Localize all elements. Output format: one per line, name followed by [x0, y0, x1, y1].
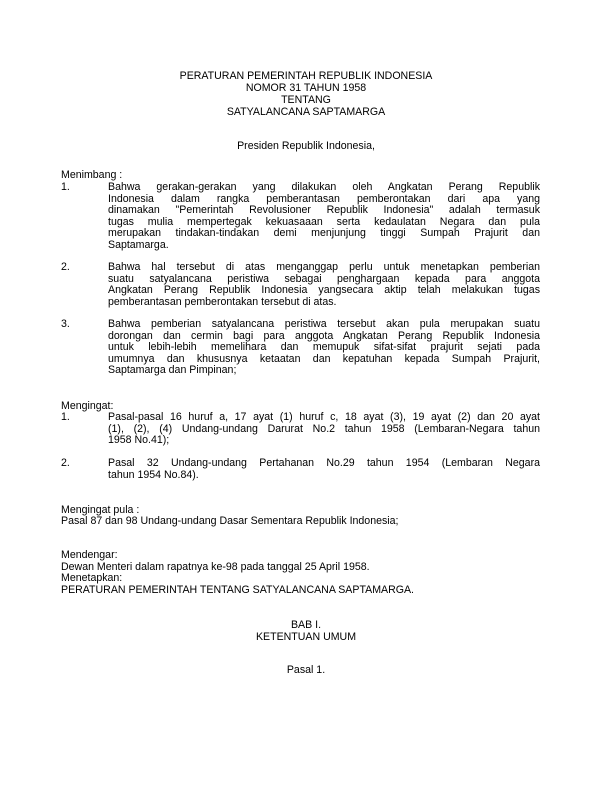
item-number: 2. [61, 261, 70, 273]
item-line: Angkatan Perang Republik Indonesia yangsecara aktip telah melakukan tugas [108, 284, 540, 296]
pasal-heading: Pasal 1. [286, 664, 326, 676]
mengingat-pula-label: Mengingat pula : [61, 504, 140, 516]
mengingat-label: Mengingat: [61, 400, 114, 412]
item-line: Bahwa pemberian satyalancana peristiwa tersebut akan pula merupakan suatu [108, 318, 540, 330]
title-line-3: TENTANG [281, 94, 331, 106]
item-line: tahun 1954 No.84). [108, 468, 199, 481]
item-text [108, 319, 540, 377]
item-line: merupakan tindakan-tindakan demi menjunjung tinggi Sumpah Prajurit dan [108, 227, 540, 239]
item-line: Pasal 32 Undang-undang Pertahanan No.29 tahun 1954 (Lembaran Negara [108, 457, 540, 469]
item-text [108, 262, 540, 308]
item-line: umumnya dan khususnya ketaatan dan kepatuhan kepada Sumpah Prajurit, [108, 352, 540, 365]
mengingat-pula-text: Pasal 87 dan 98 Undang-undang Dasar Sementara Republik Indonesia; [61, 515, 399, 527]
item-text [108, 182, 540, 251]
title-line-2: NOMOR 31 TAHUN 1958 [245, 82, 367, 94]
item-line: dinamakan "Pemerintah Revolusioner Republik Indonesia" adalah termasuk [108, 204, 540, 216]
menetapkan-label: Menetapkan: [61, 572, 123, 584]
item-number: 2. [61, 457, 70, 469]
item-number: 3. [61, 318, 70, 330]
item-line: Bahwa hal tersebut di atas menganggap perlu untuk menetapkan pemberian [108, 261, 540, 273]
president-line: Presiden Republik Indonesia, [237, 140, 375, 152]
item-line: Saptamarga. [108, 238, 169, 251]
item-line: Saptamarga dan Pimpinan; [108, 364, 237, 376]
item-line: suatu satyalancana peristiwa sebagai penghargaan kepada para anggota [108, 272, 540, 285]
menetapkan-text: PERATURAN PEMERINTAH TENTANG SATYALANCANA SAPTAMARGA. [61, 584, 414, 596]
bab-title: BAB I. [290, 619, 322, 631]
item-number: 1. [61, 181, 70, 193]
item-line: (1), (2), (4) Undang-undang Darurat No.2 tahun 1958 (Lembaran-Negara tahun [108, 422, 540, 435]
item-number: 1. [61, 411, 70, 423]
item-line: dorongan dan cermin bagi para anggota Angkatan Perang Republik Indonesia [108, 329, 540, 342]
item-line: tugas mulia mempertegak kekuasaaan serta kedaulatan Negara dan pula [108, 215, 540, 228]
item-line: Indonesia dalam rangka pemberantasan pemberontakan dari apa yang [108, 192, 540, 205]
item-line: Pasal-pasal 16 huruf a, 17 ayat (1) huruf c, 18 ayat (3), 19 ayat (2) dan 20 ayat [108, 411, 540, 423]
bab-subtitle: KETENTUAN UMUM [255, 631, 357, 643]
item-line: untuk lebih-lebih memelihara dan memupuk sifat-sifat prajurit sejati pada [108, 341, 540, 353]
menimbang-label: Menimbang : [61, 169, 123, 181]
item-text [108, 412, 540, 447]
item-line: pemberantasan pemberontakan tersebut di atas. [108, 295, 337, 308]
title-line-1: PERATURAN PEMERINTAH REPUBLIK INDONESIA [179, 70, 433, 82]
item-line: Bahwa gerakan-gerakan yang dilakukan oleh Angkatan Perang Republik [108, 181, 540, 193]
title-line-4: SATYALANCANA SAPTAMARGA [226, 106, 386, 118]
mendengar-label: Mendengar: [61, 549, 118, 561]
item-text [108, 458, 540, 481]
mendengar-text: Dewan Menteri dalam rapatnya ke-98 pada tanggal 25 April 1958. [61, 561, 370, 573]
item-line: 1958 No.41); [108, 434, 170, 446]
